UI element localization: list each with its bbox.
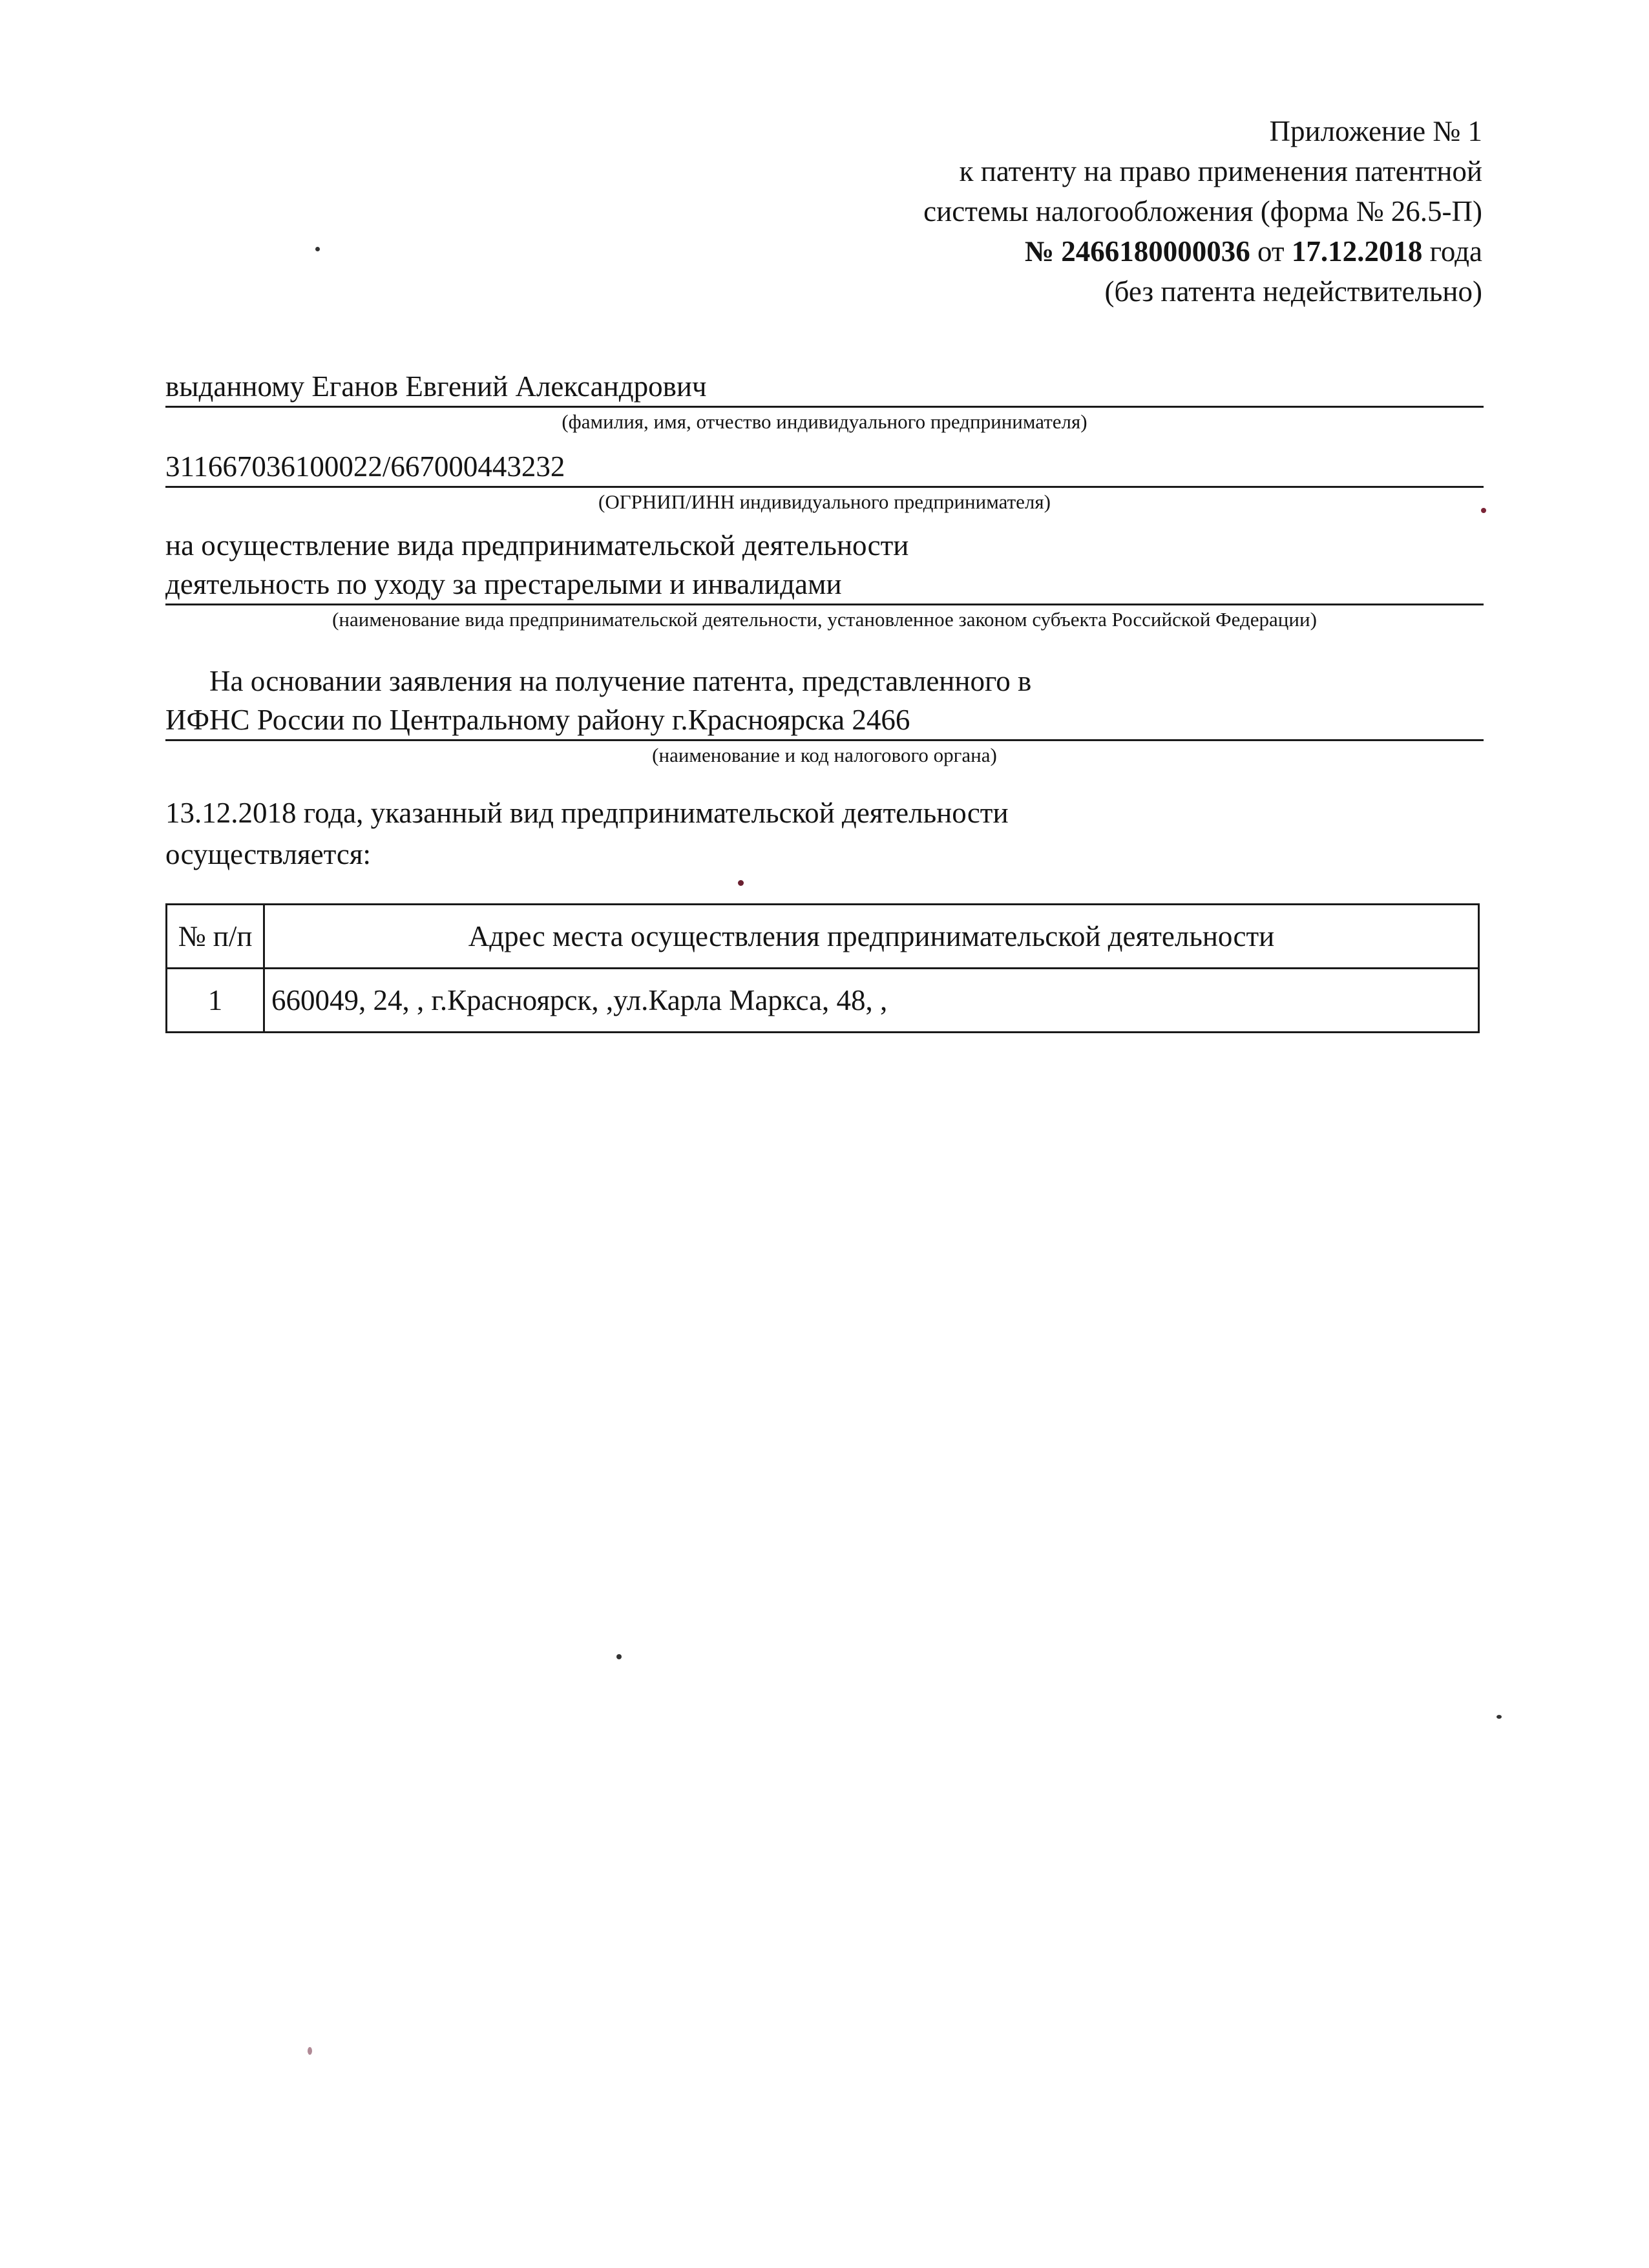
scan-speck: [308, 2047, 312, 2055]
scan-speck: [1497, 1715, 1502, 1719]
activity-name: деятельность по уходу за престарелыми и инвалидами: [165, 565, 1484, 605]
address-table: [165, 903, 1480, 1033]
statement-line-1: 13.12.2018 года, указанный вид предпринимательской деятельности: [165, 797, 1009, 829]
scan-speck: [616, 1654, 622, 1659]
table-header-row: [167, 905, 1479, 969]
patent-number: № 2466180000036: [1024, 235, 1250, 268]
holder-field: [165, 367, 1484, 436]
column-address-header: Адрес места осуществления предпринимательской деятельности: [264, 905, 1479, 969]
authority-caption: (наименование и код налогового органа): [652, 744, 997, 766]
from-word: от: [1257, 235, 1285, 268]
table-row: [167, 969, 1479, 1033]
column-number-header: № п/п: [167, 905, 264, 969]
appendix-line-2: к патенту на право применения патентной: [959, 155, 1482, 187]
ids-field: [165, 447, 1484, 516]
appendix-header: [578, 111, 1482, 311]
scan-speck: [738, 880, 744, 886]
ids-caption: (ОГРНИП/ИНН индивидуального предпринимателя): [598, 490, 1051, 513]
activity-field: [165, 526, 1484, 634]
scan-speck: [315, 247, 320, 251]
patent-number-line: [578, 231, 1482, 271]
validity-note: (без патента недействительно): [1104, 275, 1482, 308]
row-address: 660049, 24, , г.Красноярск, ,ул.Карла Маркса, 48, ,: [264, 969, 1479, 1033]
patent-date: 17.12.2018: [1291, 235, 1423, 268]
year-word: года: [1429, 235, 1482, 268]
authority-field: [165, 662, 1484, 770]
activity-intro: на осуществление вида предпринимательской деятельности: [165, 529, 909, 562]
ogrnip-inn: 311667036100022/667000443232: [165, 447, 1484, 488]
holder-name: выданному Еганов Евгений Александрович: [165, 367, 1484, 408]
activity-caption: (наименование вида предпринимательской деятельности, установленное законом субъекта Российской Федерации): [332, 608, 1317, 631]
scan-speck: [1481, 508, 1486, 513]
authority-intro: На основании заявления на получение патента, представленного в: [209, 665, 1032, 697]
statement-line-2: осуществляется:: [165, 838, 372, 870]
appendix-line-3: системы налогообложения (форма № 26.5-П): [923, 195, 1482, 227]
tax-authority: ИФНС России по Центральному району г.Красноярска 2466: [165, 700, 1484, 741]
row-number: 1: [167, 969, 264, 1033]
statement: [165, 792, 1009, 875]
holder-caption: (фамилия, имя, отчество индивидуального предпринимателя): [562, 410, 1087, 433]
appendix-title: Приложение № 1: [1269, 115, 1482, 147]
